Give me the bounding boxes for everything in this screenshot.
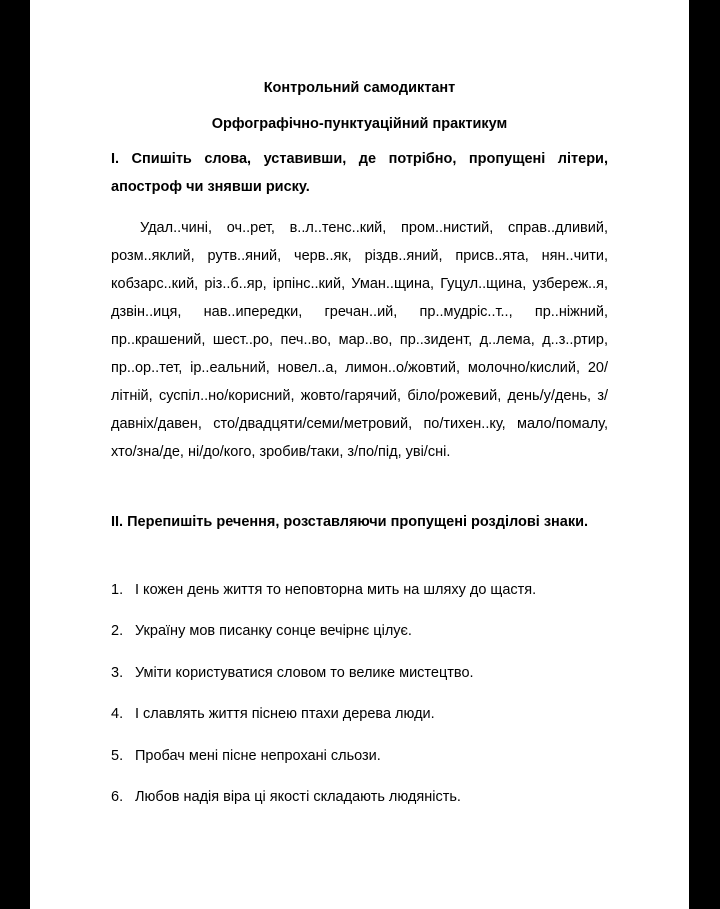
list-item-text: Уміти користуватися словом то велике мистецтво. [135, 664, 474, 681]
list-item-text: І кожен день життя то неповторна мить на шляху до щастя. [135, 582, 537, 598]
sentence-list [111, 579, 608, 827]
list-item-text: І славлять життя піснею птахи дерева люди. [135, 706, 435, 723]
document-title: Контрольний самодиктант [263, 80, 456, 96]
section-2-heading: II. Перепишіть речення, розставляючи пропущені розділові знаки. [111, 514, 589, 530]
list-item [111, 579, 608, 620]
list-item-number: 3. [111, 664, 124, 681]
list-item-text: Любов надія віра ці якості складають людяність. [135, 788, 461, 805]
list-item-number: 2. [111, 623, 124, 640]
list-item-number: 6. [111, 788, 124, 805]
section-1-words: Удал..чині, оч..рет, в..л..тенс..кий, пром..нистий, справ..дливий, розм..яклий, рутв..яний, черв..як, різдв..яний, присв..ята, нян..чити, кобзарс..кий, різ..б..яр, ірпінс..кий, Уман..щина, Гуцул..щина, узбереж..я, дзвін..иця, нав..ипередки, гречан..ий, пр..мудріс..т.., пр..ніжний, пр..крашений, шест..ро, печ..во, мар..во, пр..зидент, д..лема, д..з..ртир, пр..ор..тет, ір..еальний, новел..а, лимон..о/жовтий, молочно/кислий, 20/літній, суспіл..но/корисний, жовто/гарячий, біло/рожевий, день/у/день, з/давніх/давен, сто/двадцяти/семи/метровий, по/тихен..ку, мало/помалу, хто/зна/де, ні/до/кого, зробив/таки, з/по/під, уві/сні. [111, 220, 608, 460]
list-item-text: Пробач мені пісне непрохані сльози. [135, 747, 381, 764]
list-item [111, 662, 608, 703]
list-item [111, 786, 608, 827]
list-item-number: 4. [111, 706, 124, 723]
document-subtitle: Орфографічно-пунктуаційний практикум [211, 116, 508, 132]
list-item-text: Україну мов писанку сонце вечірнє цілує. [135, 623, 412, 640]
section-1-heading: I. Спишіть слова, уставивши, де потрібно, пропущені літери, апостроф чи знявши риску. [111, 151, 608, 195]
list-item [111, 745, 608, 786]
list-item-number: 1. [111, 582, 124, 598]
list-item [111, 703, 608, 744]
list-item [111, 620, 608, 661]
list-item-number: 5. [111, 747, 124, 764]
document-page [30, 0, 689, 909]
